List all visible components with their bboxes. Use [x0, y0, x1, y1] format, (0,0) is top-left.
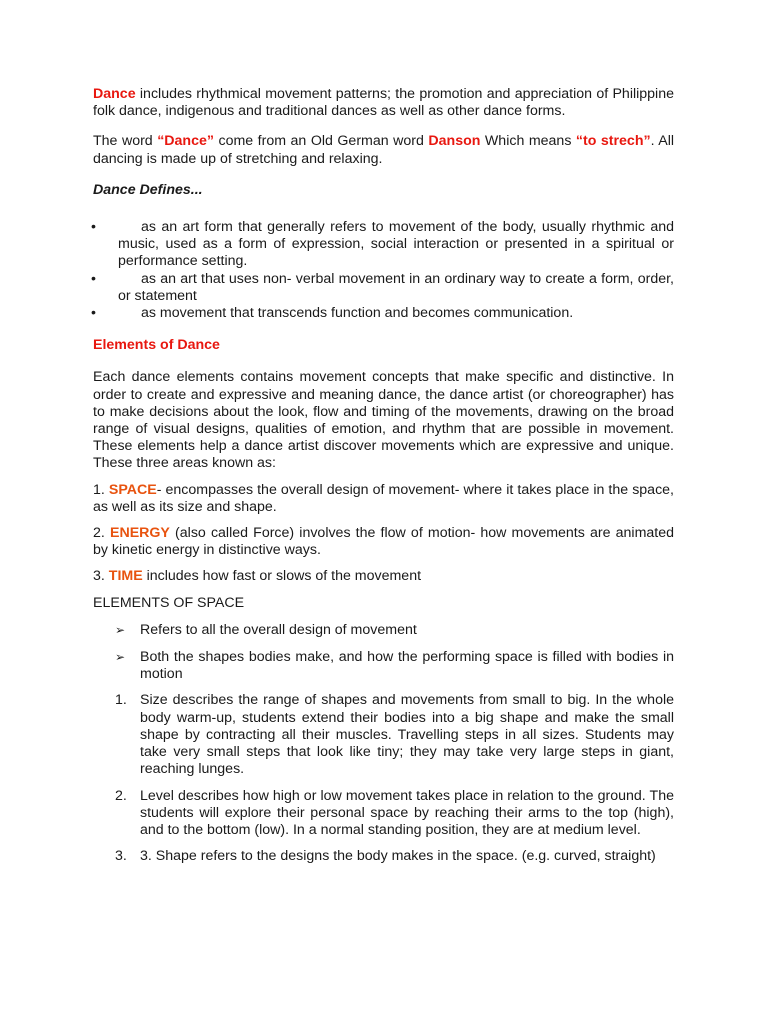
origin-middle: come from an Old German word — [213, 133, 429, 150]
list-number: 1. — [115, 692, 127, 709]
bullet-icon: • — [91, 270, 96, 287]
list-item — [93, 622, 674, 639]
list-item — [93, 649, 674, 683]
space-term: SPACE — [108, 481, 157, 498]
list-item — [93, 788, 674, 840]
intro-paragraph — [93, 86, 674, 120]
dance-quote: “Dance” — [157, 133, 214, 150]
list-item-text: Size describes the range of shapes and movements from small to big. In the whole body warm-up, students extend their bodies into a big shape and make the small shape by contracting all their muscles. Travelling steps in all sizes. Students may take very small steps that look like tiny; they may take very large steps in giant, reaching lunges. — [140, 692, 674, 778]
space-section-heading: ELEMENTS OF SPACE — [93, 594, 245, 611]
list-item — [93, 848, 674, 865]
time-item — [93, 568, 674, 585]
energy-item — [93, 525, 674, 559]
arrow-item-text: Both the shapes bodies make, and how the performing space is filled with bodies in motion — [140, 649, 674, 683]
defines-item-text: as an art form that generally refers to movement of the body, usually rhythmic and music, used as a form of expression, social interaction or presented in a spiritual or performance setting. — [118, 219, 674, 270]
list-number: 2. — [115, 787, 127, 804]
space-text: - encompasses the overall design of movement- where it takes place in the space, as well as its size and shape. — [93, 481, 675, 515]
origin-middle2: Which means — [480, 133, 576, 150]
bullet-icon: • — [91, 219, 96, 236]
defines-item-text: as an art that uses non- verbal movement in an ordinary way to create a form, order, or statement — [118, 270, 674, 304]
list-item — [93, 219, 674, 271]
time-text: includes how fast or slows of the movement — [142, 568, 422, 585]
space-number: 1. — [93, 481, 109, 498]
list-number: 3. — [115, 848, 127, 865]
bullet-icon: • — [91, 305, 96, 322]
energy-number: 2. — [93, 525, 110, 542]
energy-term: ENERGY — [109, 525, 170, 542]
defines-item-text: as movement that transcends function and becomes communication. — [141, 305, 574, 322]
elements-heading: Elements of Dance — [93, 337, 220, 354]
defines-list — [93, 219, 674, 322]
list-item — [93, 305, 674, 322]
list-item-text: 3. Shape refers to the designs the body makes in the space. (e.g. curved, straight) — [140, 848, 656, 865]
origin-suffix: . All dancing is made up of stretching and relaxing. — [93, 133, 675, 167]
elements-paragraph: Each dance elements contains movement concepts that make specific and distinctive. In order to create and expressive and meaning dance, the dance artist (or choreographer) has to make decisions about the look, flow and timing of the movements, drawing on the broad range of visual designs, qualities of emotion, and rhythm that are possible in movement. These elements help a dance artist discover movements which are expressive and unique. These three areas known as: — [93, 369, 674, 472]
arrow-bullet-icon: ➢ — [115, 622, 126, 637]
intro-text: includes rhythmical movement patterns; the promotion and appreciation of Philippine folk dance, indigenous and traditional dances as well as other dance forms. — [93, 86, 674, 120]
defines-heading: Dance Defines... — [93, 181, 203, 198]
energy-text: (also called Force) involves the flow of motion- how movements are animated by kinetic energy in distinctive ways. — [93, 525, 674, 559]
time-number: 3. — [93, 568, 109, 585]
arrow-bullet-icon: ➢ — [115, 650, 126, 665]
origin-prefix: The word — [93, 133, 158, 150]
strech-quote: “to strech” — [575, 133, 651, 150]
list-item-text: Level describes how high or low movement takes place in relation to the ground. The students will explore their personal space by reaching their arms to the top (high), and to the bottom (low). In a normal standing position, they are at medium level. — [140, 787, 674, 838]
document-page — [93, 86, 674, 865]
time-term: TIME — [108, 568, 143, 585]
list-item — [93, 692, 674, 778]
arrow-item-text: Refers to all the overall design of movement — [140, 621, 417, 638]
origin-paragraph — [93, 133, 674, 167]
dance-term: Dance — [93, 86, 136, 102]
space-item — [93, 482, 674, 516]
danson-term: Danson — [428, 133, 481, 150]
list-item — [93, 271, 674, 305]
